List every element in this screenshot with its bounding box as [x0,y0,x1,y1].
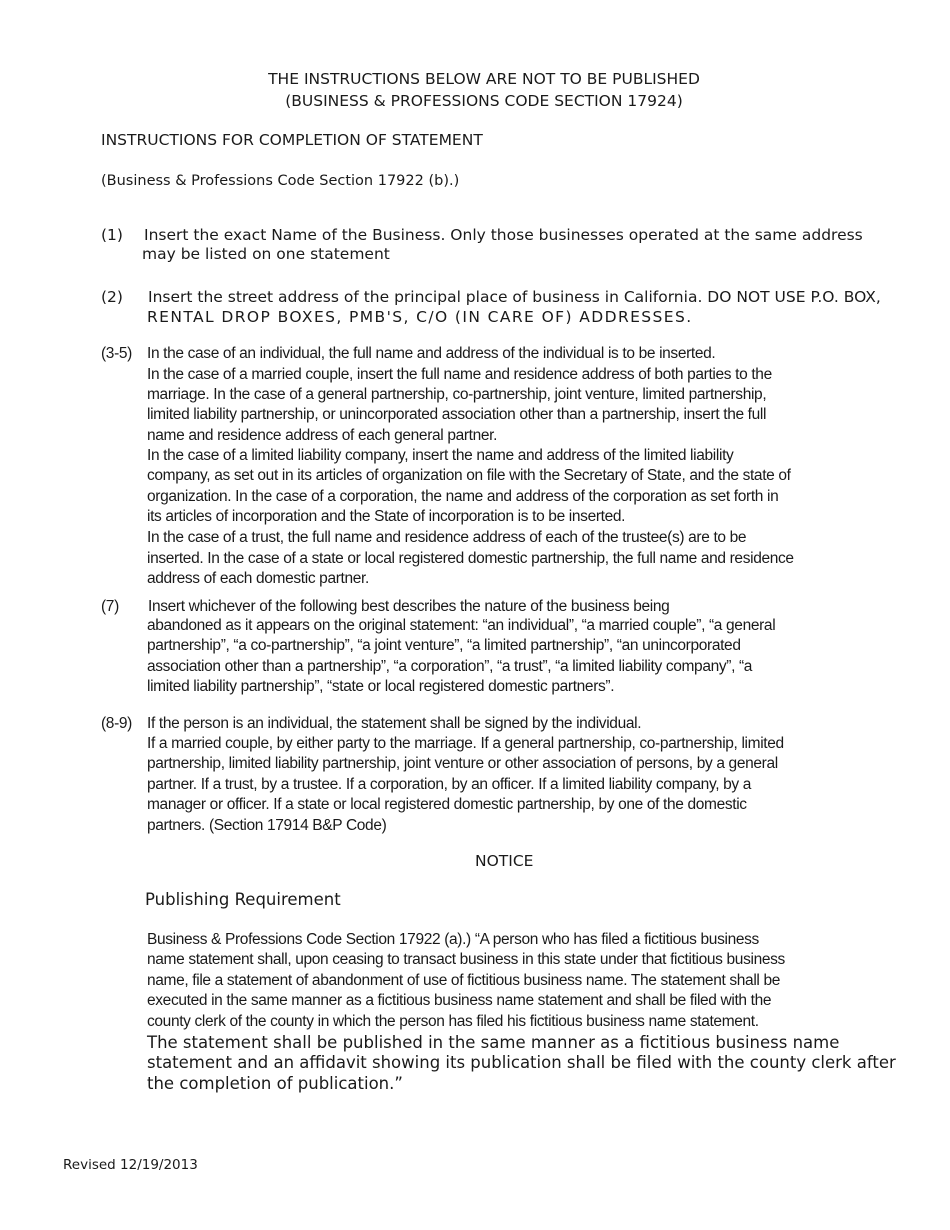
item-3-5-line: its articles of incorporation and the State of incorporation is to be inserted. [147,508,626,525]
item-3-5-line: In the case of a trust, the full name and residence address of each of the trustee(s) are to be [147,529,747,546]
item-3-5-line: name and residence address of each general partner. [147,427,498,444]
notice-line: the completion of publication.” [147,1074,403,1093]
item-label-8-9: (8-9) [101,715,132,732]
notice-line: Business & Professions Code Section 17922 (a).) “A person who has filed a fictitious business [147,931,759,948]
item-3-5-line: In the case of an individual, the full name and address of the individual is to be inserted. [147,345,716,362]
item-7-line: limited liability partnership”, “state or local registered domestic partners”. [147,678,615,695]
notice-line: The statement shall be published in the same manner as a fictitious business name [147,1033,840,1052]
item-3-5-line: organization. In the case of a corporation, the name and address of the corporation as set forth in [147,488,779,505]
item-2-line: Insert the street address of the principal place of business in California. DO NOT USE P.O. BOX, [148,288,881,306]
revised-date: Revised 12/19/2013 [63,1157,198,1173]
code-reference: (Business & Professions Code Section 17922 (b).) [101,173,460,189]
item-label-3-5: (3-5) [101,345,132,362]
notice-subtitle: Publishing Requirement [145,890,341,909]
item-2-line: RENTAL DROP BOXES, PMB'S, C/O (IN CARE OF) ADDRESSES. [147,308,693,326]
item-8-9-line: If the person is an individual, the statement shall be signed by the individual. [147,715,642,732]
notice-line: executed in the same manner as a fictitious business name statement and shall be filed with the [147,992,772,1009]
notice-line: name, file a statement of abandonment of use of fictitious business name. The statement shall be [147,972,780,989]
item-3-5-line: address of each domestic partner. [147,570,369,587]
notice-line: county clerk of the county in which the person has filed his fictitious business name statement. [147,1013,759,1030]
item-7-line: abandoned as it appears on the original statement: “an individual”, “a married couple”, “a general [147,617,776,634]
header-line-1: THE INSTRUCTIONS BELOW ARE NOT TO BE PUBLISHED [268,70,700,88]
item-8-9-line: manager or officer. If a state or local registered domestic partnership, by one of the domestic [147,796,747,813]
item-3-5-line: In the case of a limited liability company, insert the name and address of the limited liability [147,447,734,464]
item-3-5-line: company, as set out in its articles of organization on file with the Secretary of State, and the state of [147,467,791,484]
item-7-line: association other than a partnership”, “a corporation”, “a trust”, “a limited liability company”, “a [147,658,753,675]
instructions-title: INSTRUCTIONS FOR COMPLETION OF STATEMENT [101,131,483,149]
item-1-line: Insert the exact Name of the Business. Only those businesses operated at the same address [144,226,863,244]
notice-title: NOTICE [475,852,534,870]
item-3-5-line: marriage. In the case of a general partnership, co-partnership, joint venture, limited partnership, [147,386,767,403]
item-8-9-line: If a married couple, by either party to the marriage. If a general partnership, co-partnership, limited [147,735,784,752]
item-7-line: partnership”, “a co-partnership”, “a joint venture”, “a limited partnership”, “an unincorporated [147,637,741,654]
notice-line: statement and an affidavit showing its publication shall be filed with the county clerk after [147,1053,896,1072]
item-3-5-line: inserted. In the case of a state or local registered domestic partnership, the full name and residence [147,550,794,567]
item-label-1: (1) [101,226,123,244]
notice-line: name statement shall, upon ceasing to transact business in this state under that fictitious business [147,951,785,968]
item-8-9-line: partner. If a trust, by a trustee. If a corporation, by an officer. If a limited liability company, by a [147,776,752,793]
header-line-2: (BUSINESS & PROFESSIONS CODE SECTION 17924) [285,92,683,110]
item-8-9-line: partnership, limited liability partnership, joint venture or other association of persons, by a general [147,755,778,772]
item-1-line: may be listed on one statement [142,245,390,263]
item-8-9-line: partners. (Section 17914 B&P Code) [147,817,387,834]
item-7-line: Insert whichever of the following best describes the nature of the business being [148,598,670,615]
item-label-7: (7) [101,598,119,615]
item-3-5-line: limited liability partnership, or unincorporated association other than a partnership, insert the full [147,406,767,423]
item-label-2: (2) [101,288,123,306]
item-3-5-line: In the case of a married couple, insert the full name and residence address of both parties to the [147,366,772,383]
